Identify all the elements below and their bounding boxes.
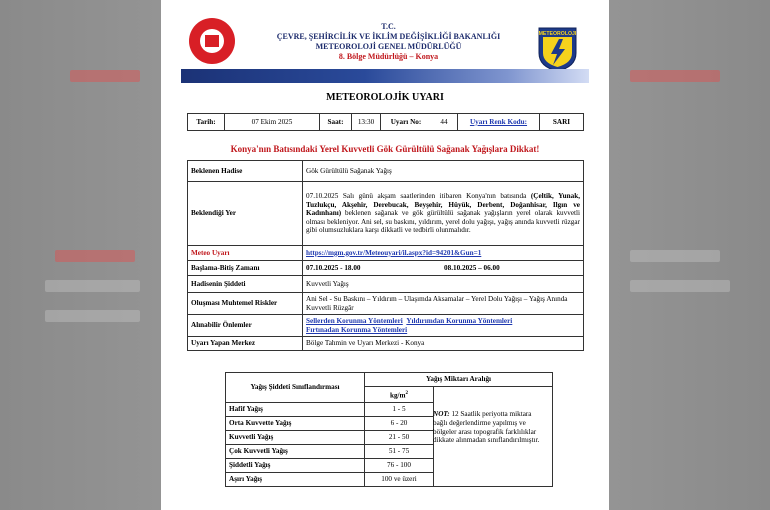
warning-document bbox=[161, 0, 609, 510]
date-value: 07 Ekim 2025 bbox=[225, 114, 320, 131]
warning-no-label: Uyarı No: bbox=[381, 114, 432, 131]
time-value: 13:30 bbox=[352, 114, 381, 131]
risks-value: Ani Sel - Su Baskını – Yıldırım – Ulaşımda Aksamalar – Yerel Dolu Yağışı – Yağış Anında Kuvvetli Rüzgâr bbox=[303, 293, 584, 315]
warning-no-value: 44 bbox=[431, 114, 458, 131]
scale-row-label: Şiddetli Yağış bbox=[226, 459, 365, 473]
time-range-label: Başlama-Bitiş Zamanı bbox=[188, 261, 303, 276]
measures-links bbox=[303, 315, 584, 337]
color-code-link[interactable]: Uyarı Renk Kodu: bbox=[458, 114, 540, 131]
meteorology-logo bbox=[536, 25, 579, 72]
document-header bbox=[256, 22, 521, 62]
scale-note bbox=[433, 410, 545, 445]
event-value: Gök Gürültülü Sağanak Yağış bbox=[303, 161, 584, 182]
event-label: Beklenen Hadise bbox=[188, 161, 303, 182]
scale-row-range: 51 - 75 bbox=[365, 445, 434, 459]
scale-row-label: Orta Kuvvette Yağış bbox=[226, 417, 365, 431]
header-line-region: 8. Bölge Müdürlüğü – Konya bbox=[338, 52, 439, 61]
time-label: Saat: bbox=[320, 114, 352, 131]
scale-row-label: Kuvvetli Yağış bbox=[226, 431, 365, 445]
header-line-tc: T.C. bbox=[381, 22, 396, 31]
scale-row-range: 1 - 5 bbox=[365, 403, 434, 417]
note-text: 12 Saatlik periyotta miktara bağlı değerlendirme yapılmış ve bölgeler arası topografik farklılıklar dikkate alınmadan sınıflandırılmıştır. bbox=[433, 410, 540, 445]
scale-row-range: 6 - 20 bbox=[365, 417, 434, 431]
scale-row-range: 100 ve üzeri bbox=[365, 473, 434, 487]
scale-unit: $kg/m^2$ bbox=[365, 387, 434, 403]
scale-row-label: Hafif Yağış bbox=[226, 403, 365, 417]
scale-row-range: 21 - 50 bbox=[365, 431, 434, 445]
scale-row-label: Çok Kuvvetli Yağış bbox=[226, 445, 365, 459]
risks-label: Oluşması Muhtemel Riskler bbox=[188, 293, 303, 315]
center-label: Uyarı Yapan Merkez bbox=[188, 337, 303, 351]
lightning-protection-link[interactable]: Yıldırımdan Korunma Yöntemleri bbox=[406, 316, 513, 325]
logo-text: METEOROLOJI bbox=[538, 31, 577, 37]
place-label: Beklendiği Yer bbox=[188, 182, 303, 246]
time-range-value: 07.10.2025 - 18.00 08.10.2025 – 06.00 bbox=[303, 261, 584, 276]
storm-protection-link[interactable]: Fırtınadan Korunma Yöntemleri bbox=[306, 325, 408, 334]
ministry-logo bbox=[189, 18, 235, 64]
warning-headline: Konya'nın Batısındaki Yerel Kuvvetli Gök Gürültülü Sağanak Yağışlara Dikkat! bbox=[230, 144, 540, 154]
color-code-value: SARI bbox=[540, 114, 584, 131]
date-label: Tarih: bbox=[188, 114, 225, 131]
scale-row-range: 76 - 100 bbox=[365, 459, 434, 473]
details-table bbox=[187, 160, 584, 351]
scale-col1-header: Yağış Şiddeti Sınıflandırması bbox=[226, 373, 365, 403]
severity-value: Kuvvetli Yağış bbox=[303, 276, 584, 293]
info-table bbox=[187, 113, 584, 131]
place-value: 07.10.2025 Salı günü akşam saatlerinden itibaren Konya'nın batısında (Çeltik, Yunak, Tuzlukçu, Akşehir, Derebucak, Beyşehir, Hüyük, Derbent, Doğanhisar, Ilgın ve Kadınhanı) beklenen sağanak ve gök gürültülü sağanak yağışların yerel olarak kuvvetli olması bekleniyor. Ani sel, su baskını, yıldırım, yerel dolu yağışı, yağış anında kuvvetli rüzgar gibi olumsuzluklara karşı dikkatli ve tedbirli olunmalıdır. bbox=[303, 182, 584, 246]
meteo-link[interactable]: https://mgm.gov.tr/Meteouyari/il.aspx?id=94201&Gun=1 bbox=[303, 246, 584, 261]
meteo-label: Meteo Uyarı bbox=[188, 246, 303, 261]
header-color-bar bbox=[181, 69, 589, 83]
document-title: METEOROLOJİK UYARI bbox=[326, 92, 444, 103]
center-value: Bölge Tahmin ve Uyarı Merkezi - Konya bbox=[303, 337, 584, 351]
note-label: NOT: bbox=[433, 410, 450, 418]
measures-label: Alınabilir Önlemler bbox=[188, 315, 303, 337]
scale-col2-header: Yağış Miktarı Aralığı bbox=[365, 373, 553, 387]
scale-row-label: Aşırı Yağış bbox=[226, 473, 365, 487]
severity-label: Hadisenin Şiddeti bbox=[188, 276, 303, 293]
header-line-directorate: METEOROLOJİ GENEL MÜDÜRLÜĞÜ bbox=[315, 42, 462, 51]
header-line-ministry: ÇEVRE, ŞEHİRCİLİK VE İKLİM DEĞİŞİKLİĞİ BAKANLIĞI bbox=[276, 32, 501, 41]
flood-protection-link[interactable]: Sellerden Korunma Yöntemleri bbox=[306, 316, 403, 325]
